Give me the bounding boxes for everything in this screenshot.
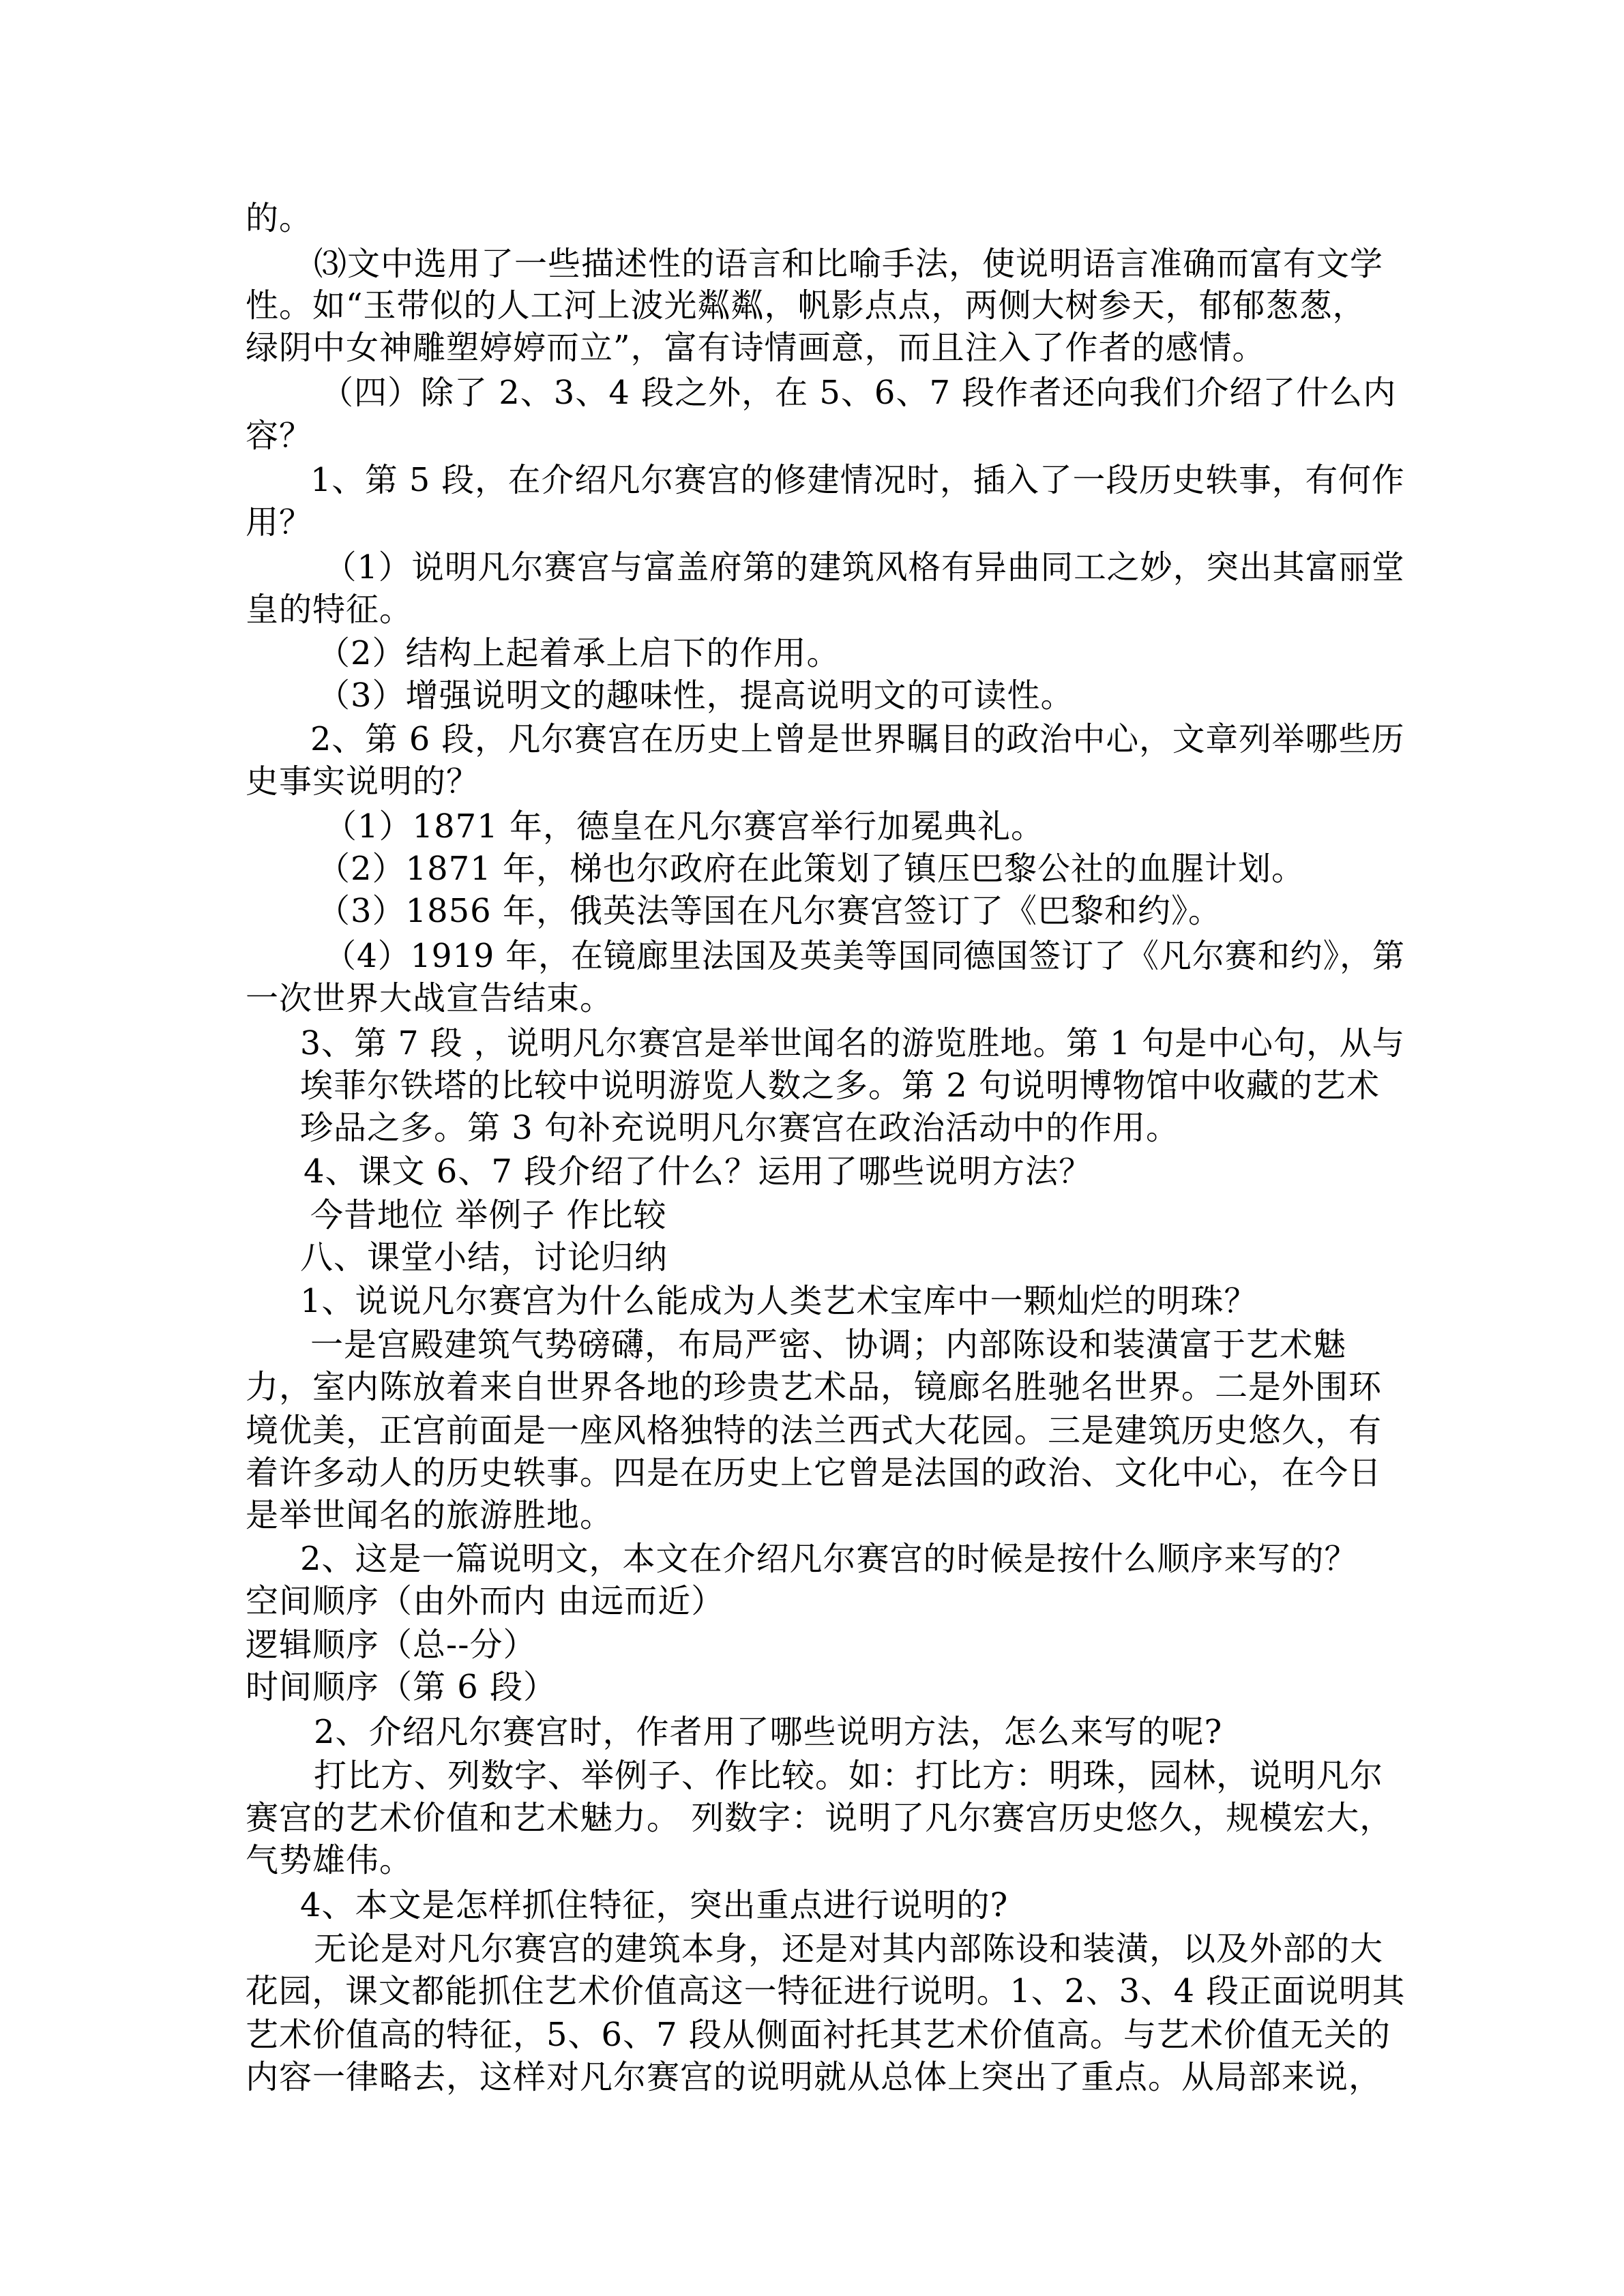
text-line: 时间顺序（第 6 段） <box>246 1668 557 1706</box>
text-line: 容？ <box>246 417 313 455</box>
text-line: 境优美，正宫前面是一座风格独特的法兰西式大花园。三是建筑历史悠久，有 <box>246 1412 1383 1450</box>
text-line: （1）说明凡尔赛宫与富盖府第的建筑风格有异曲同工之妙，突出其富丽堂 <box>324 548 1405 586</box>
text-line: 打比方、列数字、举例子、作比较。如：打比方：明珠，园林，说明凡尔 <box>314 1757 1384 1795</box>
text-line: 内容一律略去，这样对凡尔赛宫的说明就从总体上突出了重点。从局部来说， <box>246 2058 1383 2096</box>
text-line: （1）1871 年，德皇在凡尔赛宫举行加冕典礼。 <box>324 807 1044 846</box>
text-line: 无论是对凡尔赛宫的建筑本身，还是对其内部陈设和装潢，以及外部的大 <box>314 1930 1384 1968</box>
text-line: 性。如“玉带似的人工河上波光粼粼，帆影点点，两侧大树参天，郁郁葱葱， <box>246 286 1366 325</box>
text-line: 赛宫的艺术价值和艺术魅力。 列数字：说明了凡尔赛宫历史悠久，规模宏大， <box>246 1799 1393 1837</box>
text-line: 1、第 5 段，在介绍凡尔赛宫的修建情况时，插入了一段历史轶事，有何作 <box>310 461 1405 499</box>
text-line: ⑶文中选用了一些描述性的语言和比喻手法，使说明语言准确而富有文学 <box>314 245 1384 283</box>
text-line: 艺术价值高的特征，5、6、7 段从侧面衬托其艺术价值高。与艺术价值无关的 <box>246 2016 1391 2054</box>
text-line: 4、本文是怎样抓住特征，突出重点进行说明的? <box>300 1886 1009 1924</box>
text-line: （四）除了 2、3、4 段之外，在 5、6、7 段作者还向我们介绍了什么内 <box>321 374 1397 412</box>
text-line: 八、课堂小结，讨论归纳 <box>300 1238 668 1277</box>
text-line: 史事实说明的？ <box>246 762 480 801</box>
text-line: 用？ <box>246 503 313 541</box>
text-line: （3）1856 年，俄英法等国在凡尔赛宫签订了《巴黎和约》。 <box>317 892 1222 930</box>
text-line: 2、第 6 段，凡尔赛宫在历史上曾是世界瞩目的政治中心，文章列举哪些历 <box>310 720 1405 758</box>
text-line: 3、第 7 段 ，说明凡尔赛宫是举世闻名的游览胜地。第 1 句是中心句，从与 <box>300 1024 1405 1062</box>
text-line: 花园，课文都能抓住艺术价值高这一特征进行说明。1、2、3、4 段正面说明其 <box>246 1972 1406 2010</box>
text-line: 力，室内陈放着来自世界各地的珍贵艺术品，镜廊名胜驰名世界。二是外围环 <box>246 1368 1383 1406</box>
text-line: （3）增强说明文的趣味性，提高说明文的可读性。 <box>317 676 1074 715</box>
text-line: （4）1919 年，在镜廊里法国及英美等国同德国签订了《凡尔赛和约》，第 <box>324 937 1405 975</box>
text-line: 是举世闻名的旅游胜地。 <box>246 1496 614 1534</box>
text-line: （2）1871 年，梯也尔政府在此策划了镇压巴黎公社的血腥计划。 <box>317 850 1305 888</box>
text-line: 1、说说凡尔赛宫为什么能成为人类艺术宝库中一颗灿烂的明珠？ <box>300 1282 1258 1320</box>
text-line: 今昔地位 举例子 作比较 <box>310 1196 667 1234</box>
text-line: 皇的特征。 <box>246 591 413 629</box>
text-line: 一次世界大战宣告结束。 <box>246 979 614 1017</box>
text-line: 的。 <box>246 199 313 237</box>
text-line: 2、这是一篇说明文，本文在介绍凡尔赛宫的时候是按什么顺序来写的？ <box>300 1540 1358 1578</box>
text-line: （2）结构上起着承上启下的作用。 <box>317 634 840 672</box>
text-line: 逻辑顺序（总--分） <box>246 1626 537 1664</box>
text-line: 珍品之多。第 3 句补充说明凡尔赛宫在政治活动中的作用。 <box>300 1109 1180 1147</box>
text-line: 着许多动人的历史轶事。四是在历史上它曾是法国的政治、文化中心，在今日 <box>246 1454 1383 1492</box>
text-line: 埃菲尔铁塔的比较中说明游览人数之多。第 2 句说明博物馆中收藏的艺术 <box>300 1067 1381 1105</box>
text-line: 空间顺序（由外而内 由远而近） <box>246 1582 725 1620</box>
text-line: 一是宫殿建筑气势磅礴，布局严密、协调；内部陈设和装潢富于艺术魅 <box>310 1326 1347 1364</box>
text-line: 2、介绍凡尔赛宫时，作者用了哪些说明方法，怎么来写的呢? <box>314 1713 1223 1751</box>
text-line: 气势雄伟。 <box>246 1841 413 1879</box>
text-line: 4、课文 6、7 段介绍了什么？运用了哪些说明方法？ <box>304 1152 1093 1191</box>
text-line: 绿阴中女神雕塑婷婷而立”，富有诗情画意，而且注入了作者的感情。 <box>246 329 1266 367</box>
